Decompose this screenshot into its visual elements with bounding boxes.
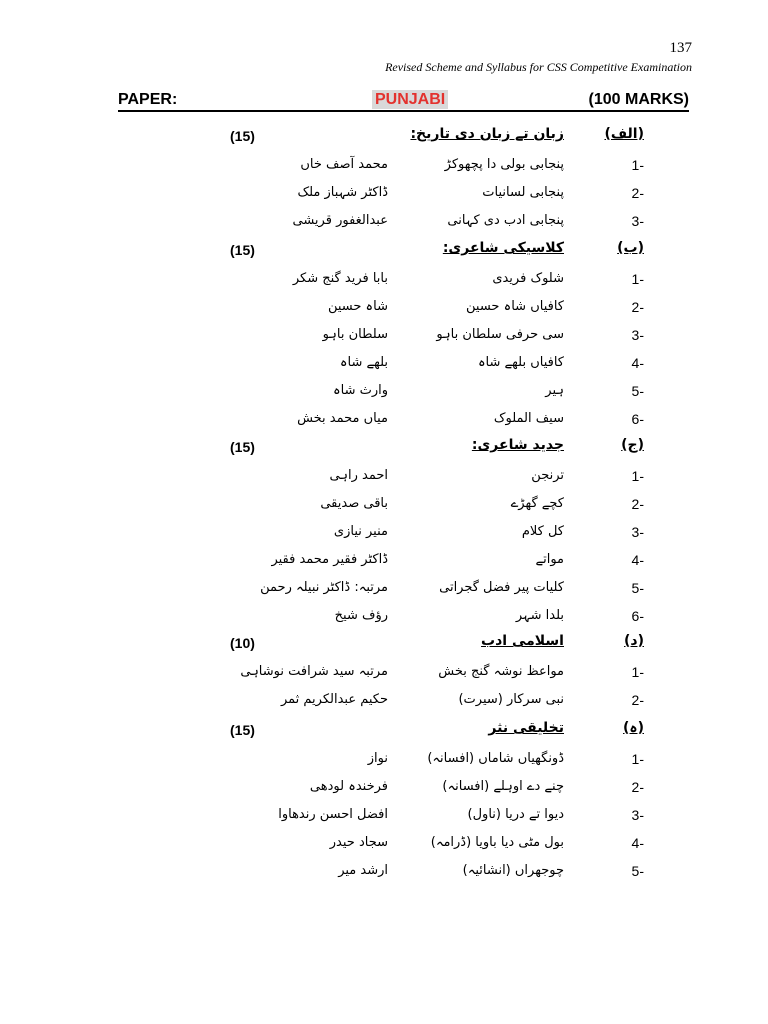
book-author: باقی صدیقی	[320, 496, 388, 511]
syllabus-item	[300, 833, 644, 857]
item-number: 4-	[631, 355, 644, 371]
section-marks: (15)	[230, 242, 255, 258]
syllabus-item	[300, 155, 644, 179]
book-author: ارشد میر	[338, 863, 388, 878]
book-title: ہیر	[545, 383, 564, 398]
section-header	[230, 437, 644, 461]
syllabus-item	[292, 269, 644, 293]
section-title: اسلامی ادب	[481, 633, 564, 649]
syllabus-item	[300, 861, 644, 885]
syllabus-item	[280, 690, 644, 714]
section-header	[230, 126, 644, 150]
section-header	[230, 240, 644, 264]
syllabus-item	[300, 522, 644, 546]
item-number: 2-	[631, 496, 644, 512]
item-number: 6-	[631, 608, 644, 624]
item-number: 4-	[631, 835, 644, 851]
book-author: ڈاکٹر شہباز ملک	[297, 185, 388, 200]
book-title: چنے دے اوہلے (افسانہ)	[442, 779, 564, 794]
section-title: جدید شاعری:	[471, 437, 564, 453]
item-number: 5-	[631, 863, 644, 879]
syllabus-item	[300, 353, 644, 377]
book-title: شلوک فریدی	[492, 271, 564, 286]
book-author: احمد راہی	[329, 468, 388, 483]
section-title: کلاسیکی شاعری:	[442, 240, 564, 256]
section-title: زبان تے زبان دی تاریخ:	[410, 126, 564, 142]
item-number: 1-	[631, 271, 644, 287]
item-number: 6-	[631, 411, 644, 427]
book-title: کل کلام	[521, 524, 564, 539]
section-marks: (15)	[230, 128, 255, 144]
book-title: بول مٹی دیا باویا (ڈرامہ)	[430, 835, 564, 850]
syllabus-item	[297, 183, 644, 207]
book-author: نواز	[367, 751, 388, 766]
book-title: ڈونگھیاں شاماں (افسانہ)	[427, 751, 564, 766]
syllabus-item	[300, 749, 644, 773]
item-number: 3-	[631, 524, 644, 540]
book-author: حکیم عبدالکریم ثمر	[280, 692, 388, 707]
syllabus-item	[300, 325, 644, 349]
syllabus-item	[278, 805, 644, 829]
book-author: افضل احسن رندھاوا	[278, 807, 388, 822]
section-header	[230, 633, 644, 657]
item-number: 2-	[631, 299, 644, 315]
book-title: کلیات پیر فضل گجراتی	[439, 580, 564, 595]
section-marks: (15)	[230, 439, 255, 455]
book-author: مرتبہ سید شرافت نوشاہی	[240, 664, 388, 679]
syllabus-item	[300, 297, 644, 321]
book-title: سیف الملوک	[493, 411, 564, 426]
book-title: پنجابی ادب دی کہانی	[447, 213, 564, 228]
book-title: بلدا شہر	[515, 608, 564, 623]
page-number: 137	[669, 40, 692, 56]
syllabus-item	[260, 578, 644, 602]
book-author: سجاد حیدر	[329, 835, 388, 850]
item-number: 2-	[631, 185, 644, 201]
book-title: مواعظ نوشہ گنج بخش	[438, 664, 564, 679]
section-letter: (ج)	[621, 437, 644, 453]
section-letter: (ہ)	[623, 720, 644, 736]
book-title: پنجابی لسانیات	[482, 185, 564, 200]
book-author: بابا فرید گنج شکر	[292, 271, 388, 286]
book-author: فرخندہ لودھی	[309, 779, 388, 794]
book-title: دیوا تے دریا (ناول)	[467, 807, 564, 822]
book-title: پنجابی بولی دا پچھوکڑ	[444, 157, 564, 172]
book-author: وارث شاہ	[332, 383, 388, 398]
book-author: محمد آصف خاں	[300, 157, 388, 172]
item-number: 2-	[631, 692, 644, 708]
book-author: عبدالغفور قریشی	[292, 213, 388, 228]
item-number: 1-	[631, 468, 644, 484]
syllabus-item	[292, 211, 644, 235]
syllabus-item	[300, 606, 644, 630]
item-number: 1-	[631, 751, 644, 767]
book-author: بلھے شاہ	[339, 355, 388, 370]
syllabus-item	[300, 381, 644, 405]
syllabus-item	[300, 494, 644, 518]
syllabus-item	[271, 550, 644, 574]
item-number: 5-	[631, 383, 644, 399]
paper-total-marks: (100 MARKS)	[588, 91, 689, 108]
book-title: کافیاں بلھے شاہ	[477, 355, 564, 370]
book-author: منیر نیازی	[333, 524, 388, 539]
book-author: سلطان باہو	[322, 327, 388, 342]
section-header	[230, 720, 644, 744]
section-title: تخلیقی نثر	[488, 720, 564, 736]
running-head: Revised Scheme and Syllabus for CSS Competitive Examination	[385, 60, 692, 74]
section-letter: (الف)	[604, 126, 644, 142]
item-number: 5-	[631, 580, 644, 596]
book-author: رؤف شیخ	[334, 608, 388, 623]
syllabus-item	[300, 777, 644, 801]
section-letter: (د)	[624, 633, 644, 649]
book-title: کافیاں شاہ حسین	[466, 299, 564, 314]
item-number: 1-	[631, 157, 644, 173]
item-number: 3-	[631, 327, 644, 343]
book-title: مواتے	[535, 552, 564, 567]
paper-label: PAPER:	[118, 91, 178, 108]
syllabus-item	[300, 466, 644, 490]
book-title: چوجھراں (انشائیہ)	[462, 863, 564, 878]
book-author: ڈاکٹر فقیر محمد فقیر	[271, 552, 388, 567]
item-number: 3-	[631, 807, 644, 823]
section-letter: (ب)	[617, 240, 644, 256]
book-author: مرتبہ: ڈاکٹر نبیلہ رحمن	[260, 580, 388, 595]
book-title: نبی سرکار (سیرت)	[458, 692, 564, 707]
item-number: 3-	[631, 213, 644, 229]
book-author: شاہ حسین	[327, 299, 388, 314]
book-title: سی حرفی سلطان باہو	[436, 327, 564, 342]
paper-subject: PUNJABI	[372, 90, 448, 109]
syllabus-item	[297, 409, 644, 433]
book-title: ترنجن	[531, 468, 564, 483]
syllabus-item	[240, 662, 644, 686]
section-marks: (15)	[230, 722, 255, 738]
item-number: 2-	[631, 779, 644, 795]
book-author: میاں محمد بخش	[297, 411, 388, 426]
section-marks: (10)	[230, 635, 255, 651]
book-title: کچے گھڑے	[510, 496, 564, 511]
item-number: 1-	[631, 664, 644, 680]
paper-title-bar	[118, 90, 689, 112]
item-number: 4-	[631, 552, 644, 568]
